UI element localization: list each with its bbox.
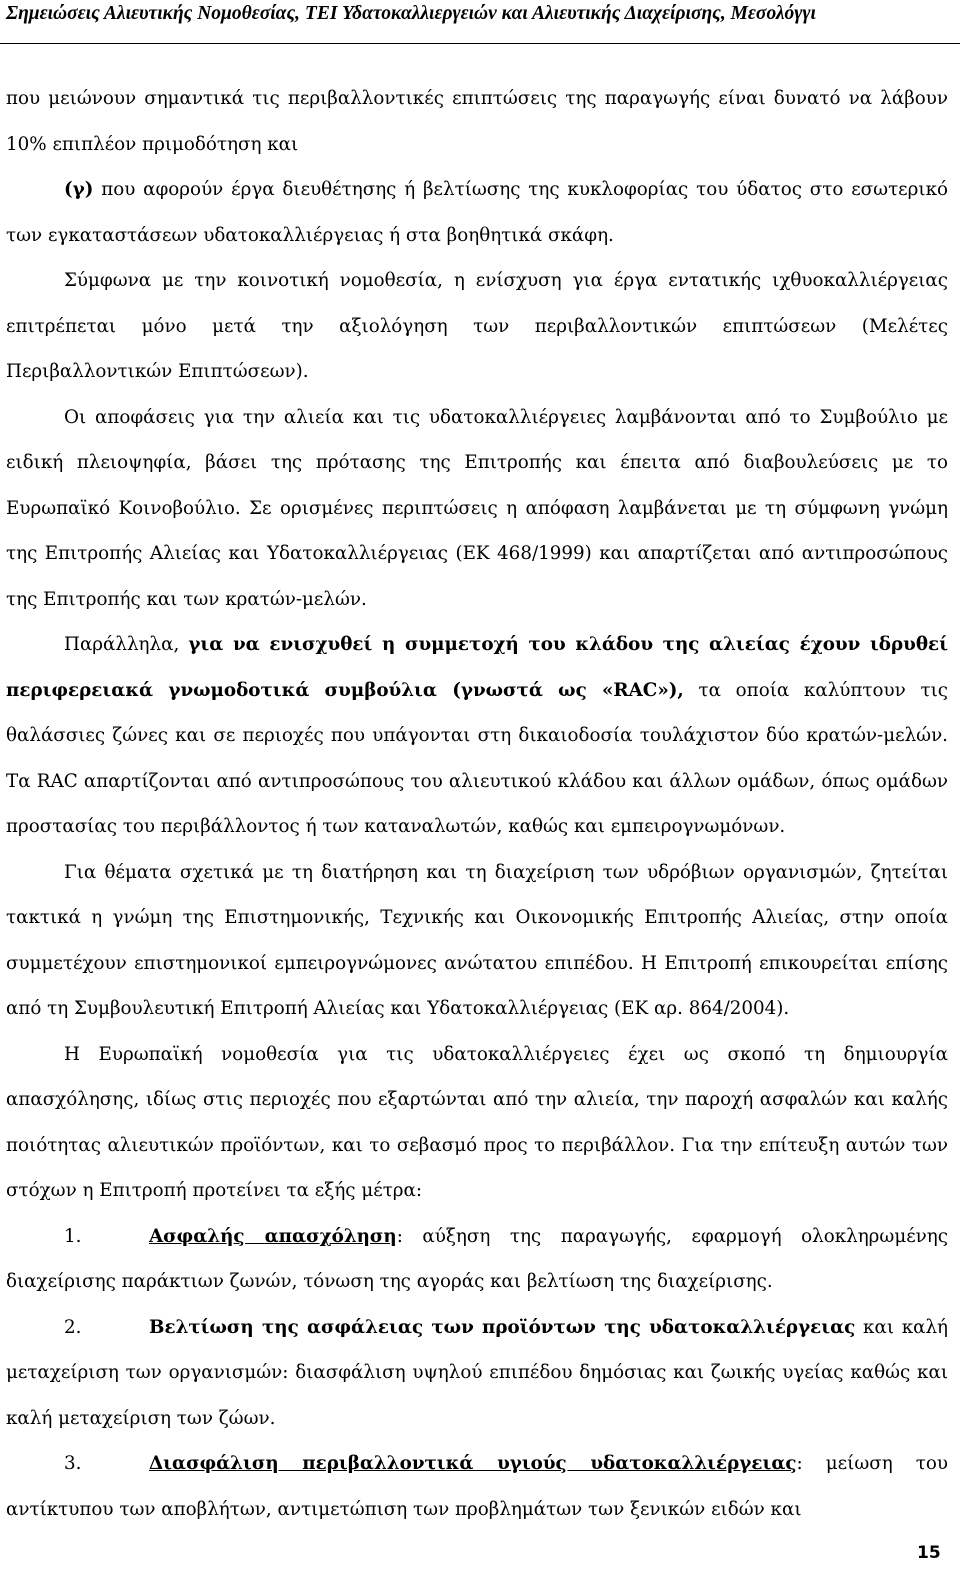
document-body: [6, 76, 948, 1532]
item-label: (γ): [64, 179, 94, 200]
list-number: 1.: [64, 1225, 82, 1247]
list-item-title: Ασφαλής απασχόληση: [149, 1225, 397, 1247]
list-item-title: Διασφάλιση περιβαλλοντικά υγιούς υδατοκαλλιέργειας: [149, 1453, 797, 1474]
list-item-text: : μείωση του αντίκτυπου των αποβλήτων, αντιμετώπιση των προβλημάτων των ξενικών ειδών και: [6, 1453, 948, 1520]
list-item-title: Βελτίωση της ασφάλειας των προϊόντων της υδατοκαλλιέργειας: [149, 1316, 856, 1338]
paragraph: Οι αποφάσεις για την αλιεία και τις υδατοκαλλιέργειες λαμβάνονται από το Συμβούλιο με ειδική πλειοψηφία, βάσει της πρότασης της Επιτροπής και έπειτα από διαβουλεύσεις με το Ευρωπαϊκό Κοινοβούλιο. Σε ορισμένες περιπτώσεις η απόφαση λαμβάνεται με τη σύμφωνη γνώμη της Επιτροπής Αλιείας και Υδατοκαλλιέργειας (ΕΚ 468/1999) και απαρτίζεται από αντιπροσώπους της Επιτροπής και των κρατών-μελών.: [6, 406, 948, 610]
list-item: [6, 1214, 948, 1305]
header-title: Σημειώσεις Αλιευτικής Νομοθεσίας, ΤΕΙ Υδατοκαλλιεργειών και Αλιευτικής Διαχείρισης, Μεσολόγγι: [6, 3, 816, 24]
paragraph-lead: Παράλληλα,: [64, 634, 189, 655]
list-number: 3.: [64, 1453, 82, 1474]
list-item: [6, 1305, 948, 1442]
list-item: [6, 1441, 948, 1532]
paragraph-rac: [6, 622, 948, 850]
paragraph-rest: τα οποία καλύπτουν τις θαλάσσιες ζώνες και σε περιοχές που υπάγονται στη δικαιοδοσία τουλάχιστον δύο κρατών-μελών. Τα RAC απαρτίζονται από αντιπροσώπους του αλιευτικού κλάδου και άλλων ομάδων, όπως ομάδων προστασίας του περιβάλλοντος ή των καταναλωτών, καθώς και εμπειρογνωμόνων.: [6, 679, 948, 837]
list-item-text: : αύξηση της παραγωγής, εφαρμογή ολοκληρωμένης διαχείρισης παράκτιων ζωνών, τόνωση της αγοράς και βελτίωση της διαχείρισης.: [6, 1225, 948, 1292]
page-header: [0, 0, 960, 44]
list-item-text: και καλή μεταχείριση των οργανισμών: διασφάλιση υψηλού επιπέδου δημόσιας και ζωικής υγείας καθώς και καλή μεταχείριση των ζώων.: [6, 1316, 949, 1429]
list-number: 2.: [64, 1316, 82, 1338]
paragraph: που μειώνουν σημαντικά τις περιβαλλοντικές επιπτώσεις της παραγωγής είναι δυνατό να λάβουν 10% επιπλέον πριμοδότηση και: [6, 88, 948, 155]
item-text: που αφορούν έργα διευθέτησης ή βελτίωσης της κυκλοφορίας του ύδατος στο εσωτερικό των εγκαταστάσεων υδατοκαλλιέργειας ή στα βοηθητικά σκάφη.: [6, 179, 949, 246]
paragraph: Για θέματα σχετικά με τη διατήρηση και τη διαχείριση των υδρόβιων οργανισμών, ζητείται τακτικά η γνώμη της Επιστημονικής, Τεχνικής και Οικονομικής Επιτροπής Αλιείας, στην οποία συμμετέχουν επιστημονικοί εμπειρογνώμονες ανώτατου επιπέδου. Η Επιτροπή επικουρείται επίσης από τη Συμβουλευτική Επιτροπή Αλιείας και Υδατοκαλλιέργειας (ΕΚ αρ. 864/2004).: [6, 861, 948, 1019]
paragraph-item-c: [6, 167, 948, 258]
page-number: 15: [917, 1543, 941, 1563]
paragraph: Σύμφωνα με την κοινοτική νομοθεσία, η ενίσχυση για έργα εντατικής ιχθυοκαλλιέργειας επιτρέπεται μόνο μετά την αξιολόγηση των περιβαλλοντικών επιπτώσεων (Μελέτες Περιβαλλοντικών Επιπτώσεων).: [6, 270, 948, 382]
paragraph: Η Ευρωπαϊκή νομοθεσία για τις υδατοκαλλιέργειες έχει ως σκοπό τη δημιουργία απασχόλησης, ιδίως στις περιοχές που εξαρτώνται από την αλιεία, την παροχή ασφαλών και καλής ποιότητας αλιευτικών προϊόντων, και το σεβασμό προς το περιβάλλον. Για την επίτευξη αυτών των στόχων η Επιτροπή προτείνει τα εξής μέτρα:: [6, 1043, 948, 1201]
paragraph-bold: για να ενισχυθεί η συμμετοχή του κλάδου της αλιείας έχουν ιδρυθεί περιφερειακά γνωμοδοτικά συμβούλια (γνωστά ως «RAC»),: [6, 634, 948, 701]
